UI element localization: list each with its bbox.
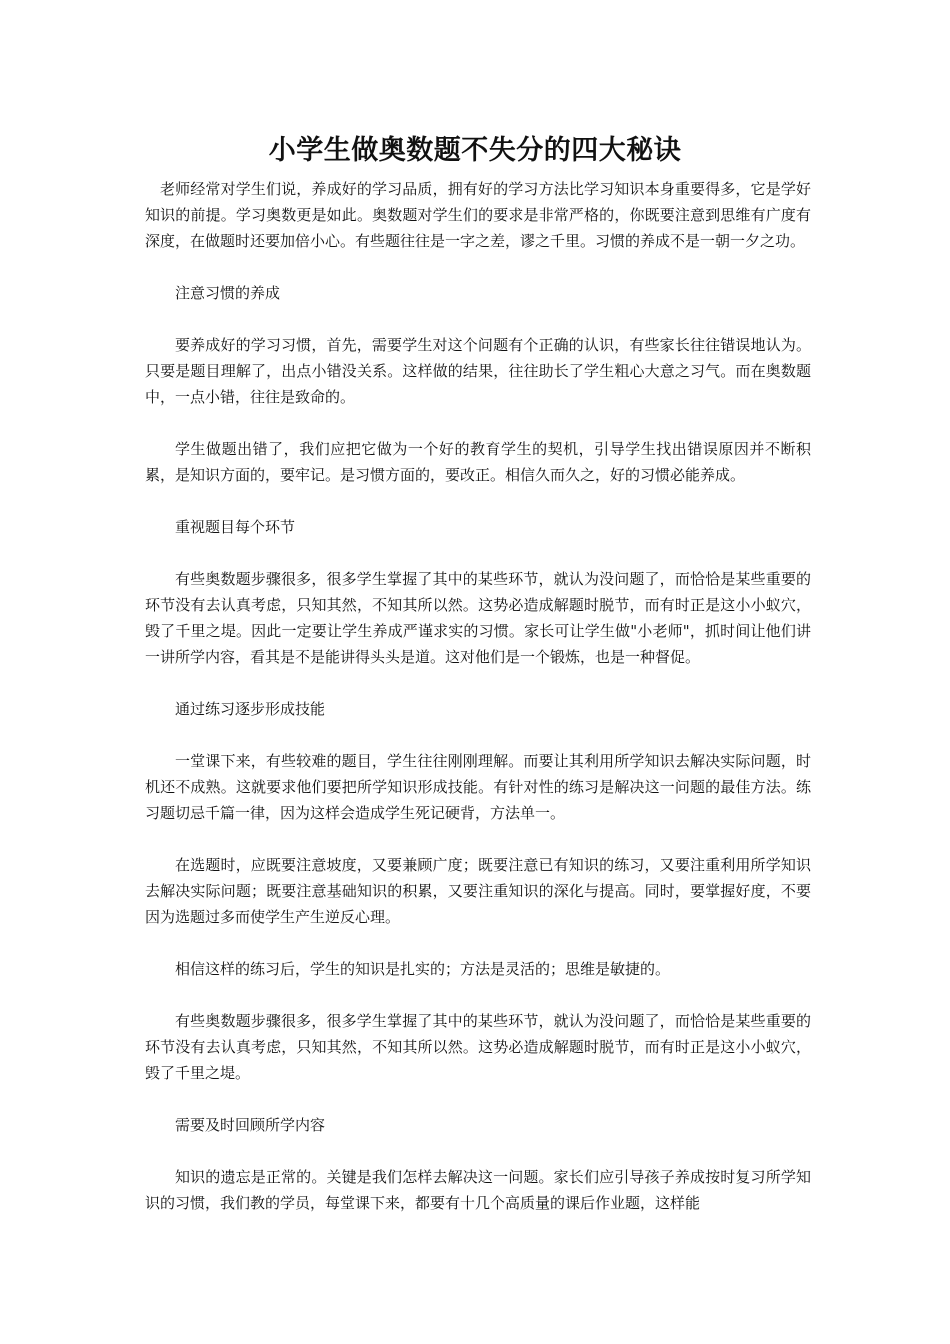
document-title: 小学生做奥数题不失分的四大秘诀 xyxy=(268,135,682,166)
paragraph: 有些奥数题步骤很多，很多学生掌握了其中的某些环节，就认为没问题了，而恰恰是某些重要的环节没有去认真考虑，只知其然，不知其所以然。这势必造成解题时脱节，而有时正是这小小蚁穴，毁了千里之堤。 xyxy=(145,1012,811,1082)
paragraph: 相信这样的练习后，学生的知识是扎实的；方法是灵活的；思维是敏捷的。 xyxy=(175,960,671,978)
document-body xyxy=(145,176,811,1242)
section-heading-steps: 重视题目每个环节 xyxy=(175,518,296,536)
paragraph: 知识的遗忘是正常的。关键是我们怎样去解决这一问题。家长们应引导孩子养成按时复习所学知识的习惯，我们教的学员，每堂课下来，都要有十几个高质量的课后作业题，这样能 xyxy=(145,1168,811,1212)
section-heading-review: 需要及时回顾所学内容 xyxy=(175,1116,326,1134)
section-heading-practice: 通过练习逐步形成技能 xyxy=(175,700,326,718)
paragraph: 一堂课下来，有些较难的题目，学生往往刚刚理解。而要让其利用所学知识去解决实际问题，时机还不成熟。这就要求他们要把所学知识形成技能。有针对性的练习是解决这一问题的最佳方法。练习题切忌千篇一律，因为这样会造成学生死记硬背，方法单一。 xyxy=(145,752,811,822)
paragraph: 有些奥数题步骤很多，很多学生掌握了其中的某些环节，就认为没问题了，而恰恰是某些重要的环节没有去认真考虑，只知其然，不知其所以然。这势必造成解题时脱节，而有时正是这小小蚁穴，毁了千里之堤。因此一定要让学生养成严谨求实的习惯。家长可让学生做"小老师"，抓时间让他们讲一讲所学内容，看其是不是能讲得头头是道。这对他们是一个锻炼，也是一种督促。 xyxy=(145,570,811,666)
paragraph: 学生做题出错了，我们应把它做为一个好的教育学生的契机，引导学生找出错误原因并不断积累，是知识方面的，要牢记。是习惯方面的，要改正。相信久而久之，好的习惯必能养成。 xyxy=(145,440,811,484)
section-heading-habit: 注意习惯的养成 xyxy=(175,284,281,302)
paragraph: 在选题时，应既要注意坡度，又要兼顾广度；既要注意已有知识的练习，又要注重利用所学知识去解决实际问题；既要注意基础知识的积累，又要注重知识的深化与提高。同时，要掌握好度，不要因为选题过多而使学生产生逆反心理。 xyxy=(145,856,811,926)
paragraph-intro: 老师经常对学生们说，养成好的学习品质，拥有好的学习方法比学习知识本身重要得多，它是学好知识的前提。学习奥数更是如此。奥数题对学生们的要求是非常严格的，你既要注意到思维有广度有深度，在做题时还要加倍小心。有些题往往是一字之差，谬之千里。习惯的养成不是一朝一夕之功。 xyxy=(145,180,811,250)
paragraph: 要养成好的学习习惯，首先，需要学生对这个问题有个正确的认识，有些家长往往错误地认为。只要是题目理解了，出点小错没关系。这样做的结果，往往助长了学生粗心大意之习气。而在奥数题中，一点小错，往往是致命的。 xyxy=(145,336,811,406)
